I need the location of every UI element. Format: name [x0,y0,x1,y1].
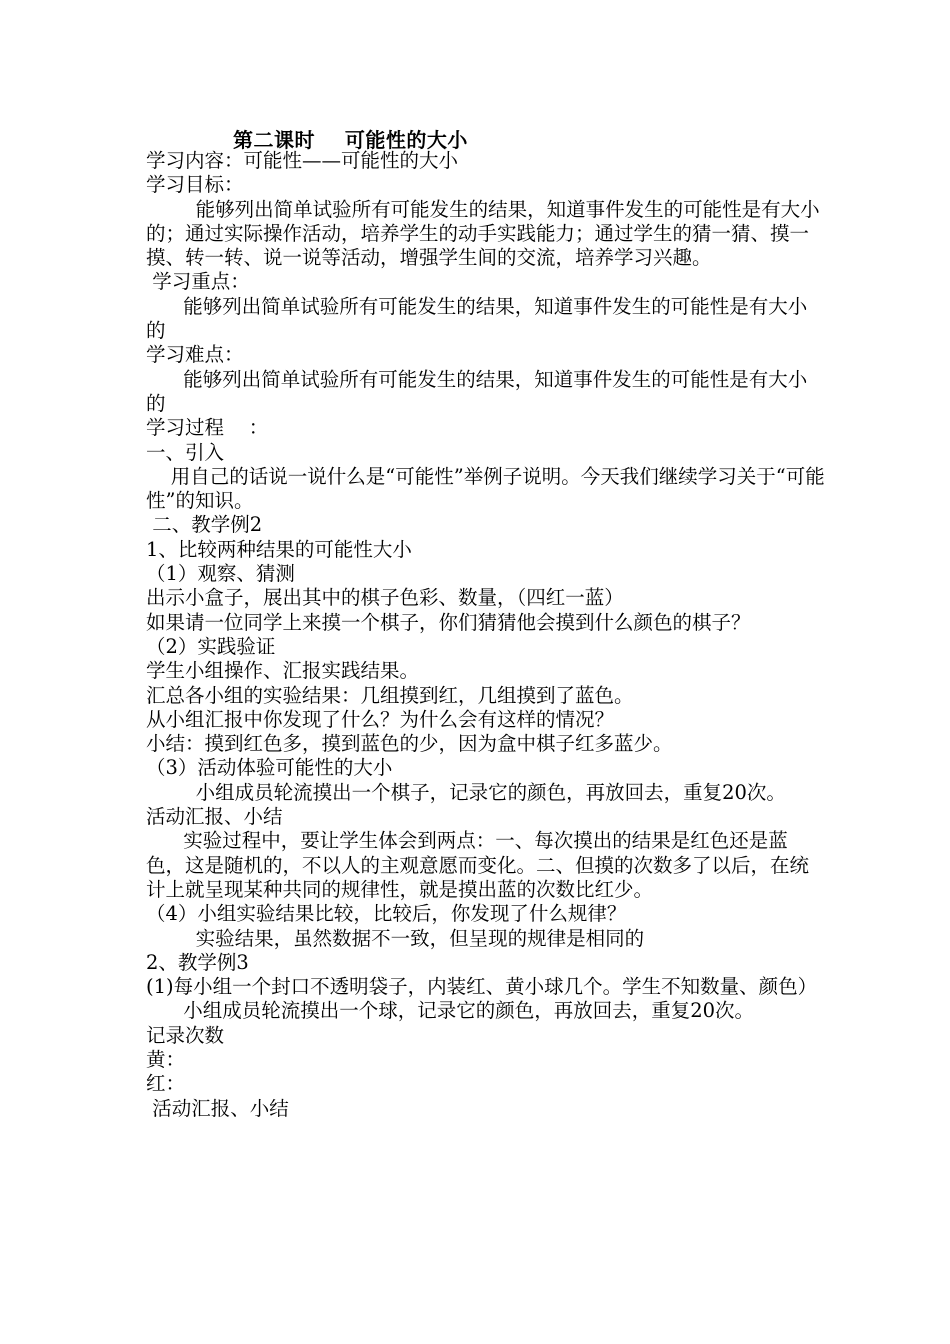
content-line: 小结：摸到红色多，摸到蓝色的少，因为盒中棋子红多蓝少。 [146,732,673,756]
content-line: （3）活动体验可能性的大小 [146,756,393,780]
section-heading: 学习过程 ： [146,416,269,440]
content-line: 汇总各小组的实验结果：几组摸到红，几组摸到了蓝色。 [146,683,634,707]
content-line: 1、比较两种结果的可能性大小 [146,537,412,561]
document-body [146,149,826,1121]
content-line: 从小组汇报中你发现了什么？为什么会有这样的情况？ [146,707,615,731]
content-line: 红： [146,1072,186,1096]
paragraph: (1)每小组一个封口不透明袋子，内装红、黄小球几个。学生不知数量、颜色） [146,975,818,999]
content-line: 学生小组操作、汇报实践结果。 [146,659,420,683]
content-line: 如果请一位同学上来摸一个棋子，你们猜猜他会摸到什么颜色的棋子？ [146,610,751,634]
section-heading: 2、教学例3 [146,950,249,974]
section-heading: 学习目标： [146,173,244,197]
content-line: （2）实践验证 [146,634,276,658]
section-heading: 学习难点： [146,343,244,367]
content-line: 实验结果，虽然数据不一致，但呈现的规律是相同的 [146,926,645,950]
content-line: 出示小盒子，展出其中的棋子色彩、数量，（四红一蓝） [146,586,624,610]
paragraph: 用自己的话说一说什么是“可能性”举例子说明。今天我们继续学习关于“可能性”的知识。 [146,464,825,513]
section-heading: 二、教学例2 [146,513,263,537]
section-heading: 一、引入 [146,440,225,464]
content-line: （1）观察、猜测 [146,562,295,586]
paragraph: 能够列出简单试验所有可能发生的结果，知道事件发生的可能性是有大小的 [146,367,808,415]
content-line: （4）小组实验结果比较，比较后，你发现了什么规律？ [146,902,627,926]
paragraph: 能够列出简单试验所有可能发生的结果，知道事件发生的可能性是有大小的；通过实际操作活动，培养学生的动手实践能力；通过学生的猜一猜、摸一摸、转一转、说一说等活动，增强学生间的交流，培养学习兴趣。 [146,197,820,270]
section-heading: 学习重点： [146,270,250,294]
lesson-title: 第二课时 可能性的大小 [233,128,468,152]
content-line: 黄： [146,1047,186,1071]
content-line: 活动汇报、小结 [146,805,283,829]
paragraph: 能够列出简单试验所有可能发生的结果，知道事件发生的可能性是有大小的 [146,294,808,343]
content-line: 小组成员轮流摸出一个球，记录它的颜色，再放回去，重复20次。 [146,999,755,1023]
content-line: 学习内容：可能性——可能性的大小 [146,149,459,172]
content-line: 活动汇报、小结 [146,1096,289,1120]
paragraph: 小组成员轮流摸出一个棋子，记录它的颜色，再放回去，重复20次。 [146,780,786,804]
content-line: 记录次数 [146,1023,225,1047]
paragraph: 实验过程中，要让学生体会到两点：一、每次摸出的结果是红色还是蓝色，这是随机的，不以人的主观意愿而变化。二、但摸的次数多了以后，在统计上就呈现某种共同的规律性，就是摸出蓝的次数比红少。 [146,829,810,901]
